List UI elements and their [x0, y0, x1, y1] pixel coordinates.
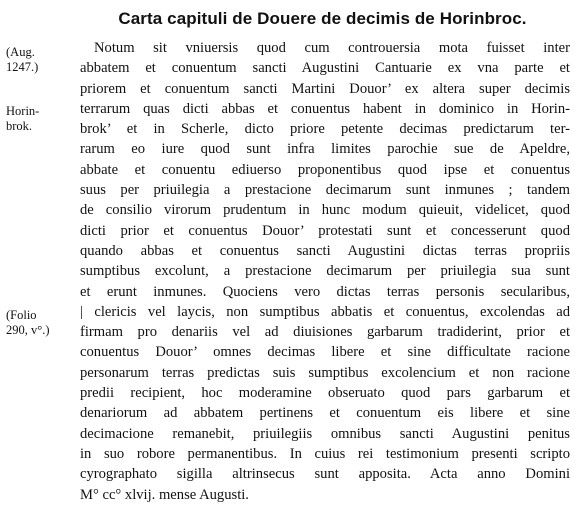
text-line: rarum eo iure quod sunt infra limites parochie sue de Apeldre,: [80, 141, 570, 158]
margin-note-place-line-1: Horin-: [6, 104, 40, 118]
text-line: in suo robore permanentibus. In cuius rei testimonium presenti scripto: [80, 445, 570, 462]
text-line: personarum terras predictas suis sumptibus excolencium et non racione: [80, 364, 570, 381]
margin-note-folio: [6, 308, 76, 338]
text-line: de consilio virorum prudentum in hunc modum quieuit, videlicet, quod: [80, 202, 570, 219]
text-line: priorem et conuentum sancti Martini Douor’ ex altera super decimis: [80, 80, 570, 97]
text-line: decimacione remanebit, priuilegiis omnibus sancti Augustini penitus: [80, 425, 570, 442]
margin-note-place: [6, 104, 76, 134]
charter-text: [80, 38, 570, 505]
text-line: denariorum ad abbatem pertinens et conuentum eis libere et sine: [80, 405, 570, 422]
text-line: abbate et conuentu ediuerso proponentibus quod ipse et conuentus: [80, 161, 570, 178]
margin-note-date-line-2: 1247.): [6, 60, 39, 74]
margin-note-place-line-2: brok.: [6, 119, 33, 133]
margin-note-folio-line-1: (Folio: [6, 308, 37, 322]
text-line: et erunt inmunes. Quociens vero dictas terras personis secularibus,: [80, 283, 570, 300]
margin-note-date: [6, 45, 76, 75]
margin-note-folio-line-2: 290, v°.): [6, 323, 50, 337]
text-line: Notum sit vniuersis quod cum controuersia mota fuisset inter: [94, 40, 570, 56]
text-line: brok’ et in Scherle, dicto priore petente decimas predictarum ter-: [80, 121, 570, 138]
text-line: firmam pro denariis vel ad diuisiones garbarum tradiderint, prior et: [80, 324, 570, 341]
text-line-final: M° cc° xlvij. mense Augusti.: [80, 486, 249, 503]
text-line: abbatem et conuentum sancti Augustini Cantuarie ex vna parte et: [80, 60, 570, 77]
text-line: predii recipient, hoc moderamine obseruato quod pars garbarum et: [80, 385, 570, 402]
text-line: dicti prior et conuentus Douor’ protestati sunt et concesserunt quod: [80, 222, 570, 239]
text-line: terrarum quas dicti abbas et conuentus habent in dominico in Horin-: [80, 100, 570, 117]
text-line: cyrographato sigilla altrinsecus sunt apposita. Acta anno Domini: [80, 466, 570, 483]
text-line: conuentus Douor’ omnes decimas libere et sine difficultate racione: [80, 344, 570, 361]
text-line: quando abbas et conuentus sancti Augustini dictas terras propriis: [80, 242, 570, 259]
text-line: suus per priuilegia a prestacione decimarum sunt inmunes ; tandem: [80, 182, 570, 199]
margin-note-date-line-1: (Aug.: [6, 45, 35, 59]
text-line: sumptibus excolunt, a prestacione decimarum per priuilegia sua sunt: [80, 263, 570, 280]
document-title: Carta capituli de Douere de decimis de Horinbroc.: [118, 9, 527, 28]
text-line: | clericis vel laycis, non sumptibus abbatis et conuentus, excolendas ad: [80, 303, 570, 320]
